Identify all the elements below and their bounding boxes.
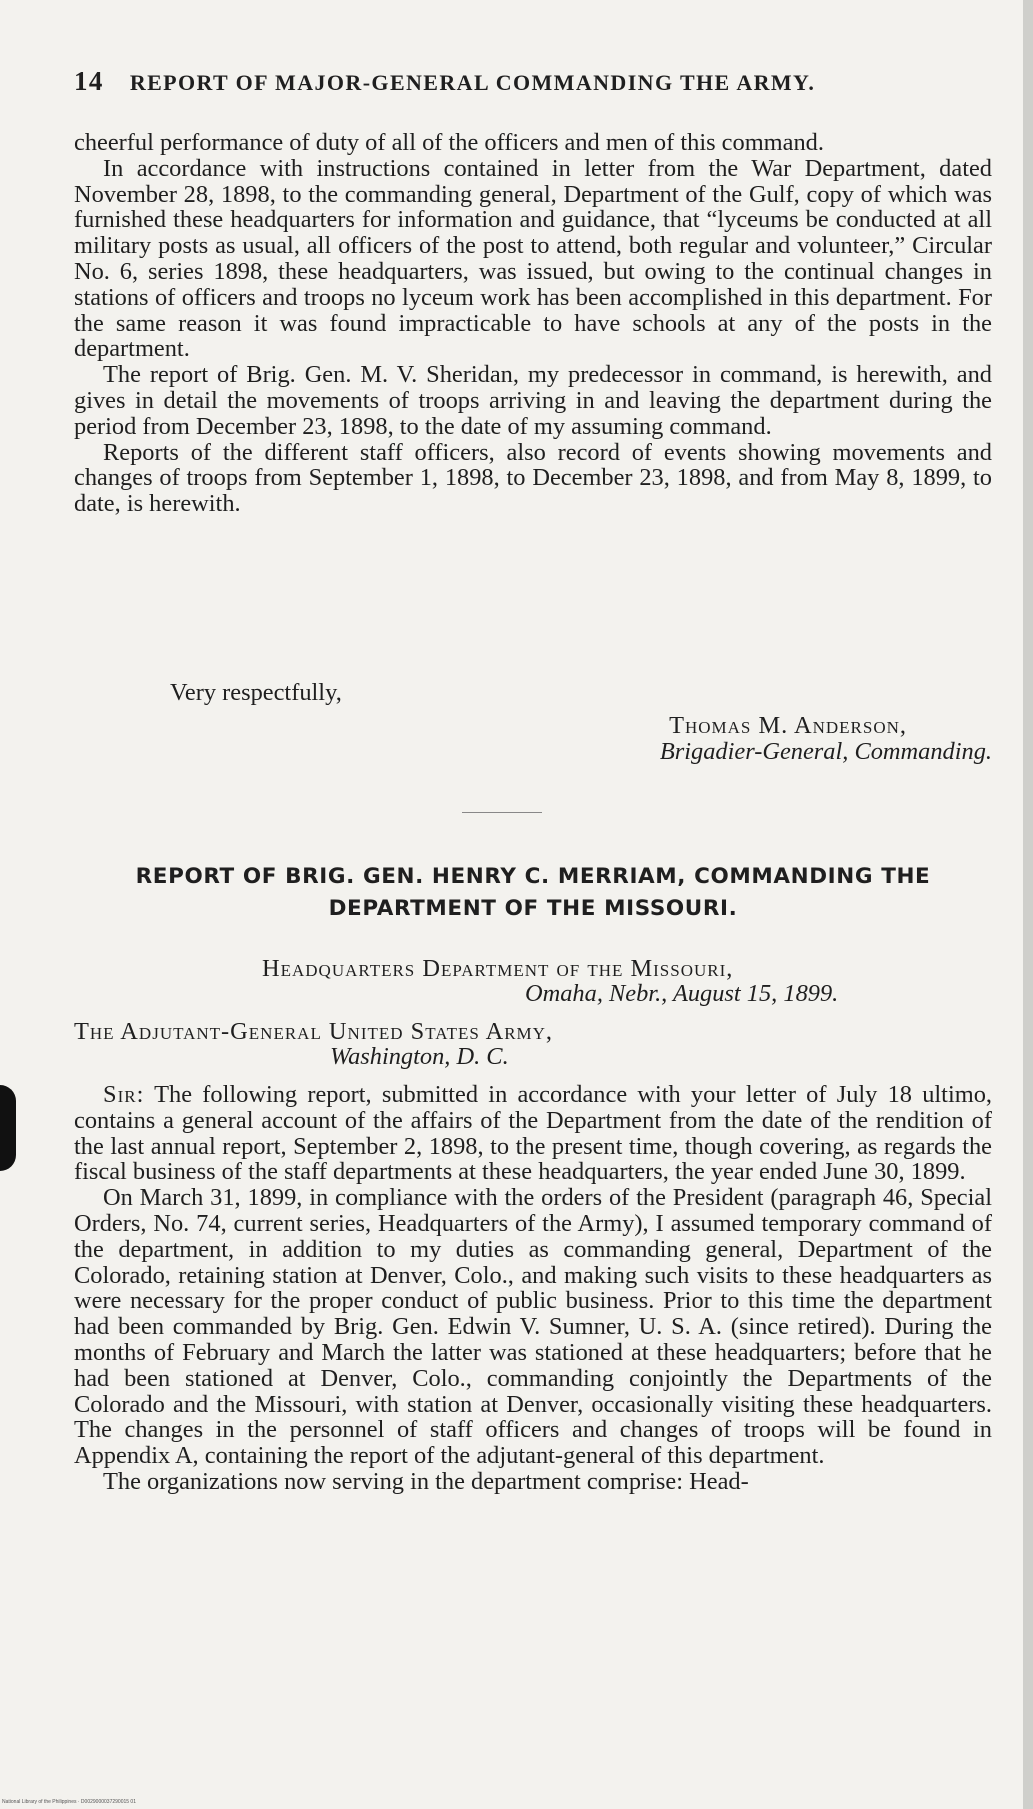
from-address-line1: Headquarters Department of the Missouri, xyxy=(262,955,734,982)
paragraph-following-report xyxy=(74,1082,992,1185)
running-header xyxy=(74,66,954,97)
report-title-line2: DEPARTMENT OF THE MISSOURI. xyxy=(328,896,738,921)
letter-body-2 xyxy=(74,1082,992,1495)
paragraph-following-report-text: The following report, submitted in accordance with your letter of July 18 ultimo, contains a general account of the affairs of the Department from the date of the rendition of the last annual report, September 2, 1898, to the present time, though covering, as regards the fiscal business of the staff departments at these headquarters, the year ended June 30, 1899. xyxy=(74,1081,992,1186)
section-divider xyxy=(462,812,542,813)
page-number: 14 xyxy=(74,66,104,96)
from-address-line2: Omaha, Nebr., August 15, 1899. xyxy=(525,980,839,1007)
signature-title: Brigadier-General, Commanding. xyxy=(659,738,992,765)
page-edge-shadow xyxy=(1023,0,1033,1809)
paragraph-staff-reports: Reports of the different staff officers, also record of events showing movements and changes of troops from September 1, 1898, to December 23, 1898, and from May 8, 1899, to date, is herewith. xyxy=(74,438,992,518)
continuation-text: cheerful performance of duty of all of the officers and men of this command. xyxy=(74,129,824,156)
letter-body-1 xyxy=(74,130,992,517)
paragraph-march-31: On March 31, 1899, in compliance with the orders of the President (paragraph 46, Special Orders, No. 74, current series, Headquarters of the Army), I assumed temporary command of the department, in addition to my duties as commanding general, Department of the Colorado, retaining station at Denver, Colo., and making such visits to these headquarters as were necessary for the proper conduct of public business. Prior to this time the department had been commanded by Brig. Gen. Edwin V. Sumner, U. S. A. (since retired). During the months of February and March the latter was stationed at these headquarters; before that he had been stationed at Denver, Colo., commanding conjointly the Departments of the Colorado and the Missouri, with station at Denver, occasionally visiting these headquarters. The changes in the personnel of staff officers and changes of troops will be found in Appendix A, containing the report of the adjutant-general of this department. xyxy=(74,1184,992,1470)
signature-name: Thomas M. Anderson, xyxy=(669,712,907,739)
salutation: Sir: xyxy=(103,1081,145,1108)
report-title-line1: REPORT OF BRIG. GEN. HENRY C. MERRIAM, COMMANDING THE xyxy=(135,864,931,889)
paragraph-sheridan-report: The report of Brig. Gen. M. V. Sheridan, my predecessor in command, is herewith, and gives in detail the movements of troops arriving in and leaving the department during the period from December 23, 1898, to the date of my assuming command. xyxy=(74,361,992,440)
paragraph-organizations: The organizations now serving in the department comprise: Head- xyxy=(103,1467,749,1495)
to-address-line2: Washington, D. C. xyxy=(330,1043,509,1070)
to-address-line1: The Adjutant-General United States Army, xyxy=(74,1018,554,1045)
paragraph-lyceums: In accordance with instructions contained in letter from the War Department, dated November 28, 1898, to the commanding general, Department of the Gulf, copy of which was furnished these headquarters for information and guidance, that “lyceums be conducted at all military posts as usual, all officers of the post to attend, both regular and volunteer,” Circular No. 6, series 1898, these headquarters, was issued, but owing to the continual changes in stations of officers and troops no lyceum work has been accomplished in this department. For the same reason it was found impracticable to have schools at any of the posts in the department. xyxy=(74,154,992,363)
closing: Very respectfully, xyxy=(170,679,342,706)
running-title: REPORT OF MAJOR-GENERAL COMMANDING THE ARMY. xyxy=(129,70,816,95)
scan-footer: National Library of the Philippines · D0029000037290015 01 xyxy=(2,1799,136,1805)
binding-blot xyxy=(0,1085,16,1171)
